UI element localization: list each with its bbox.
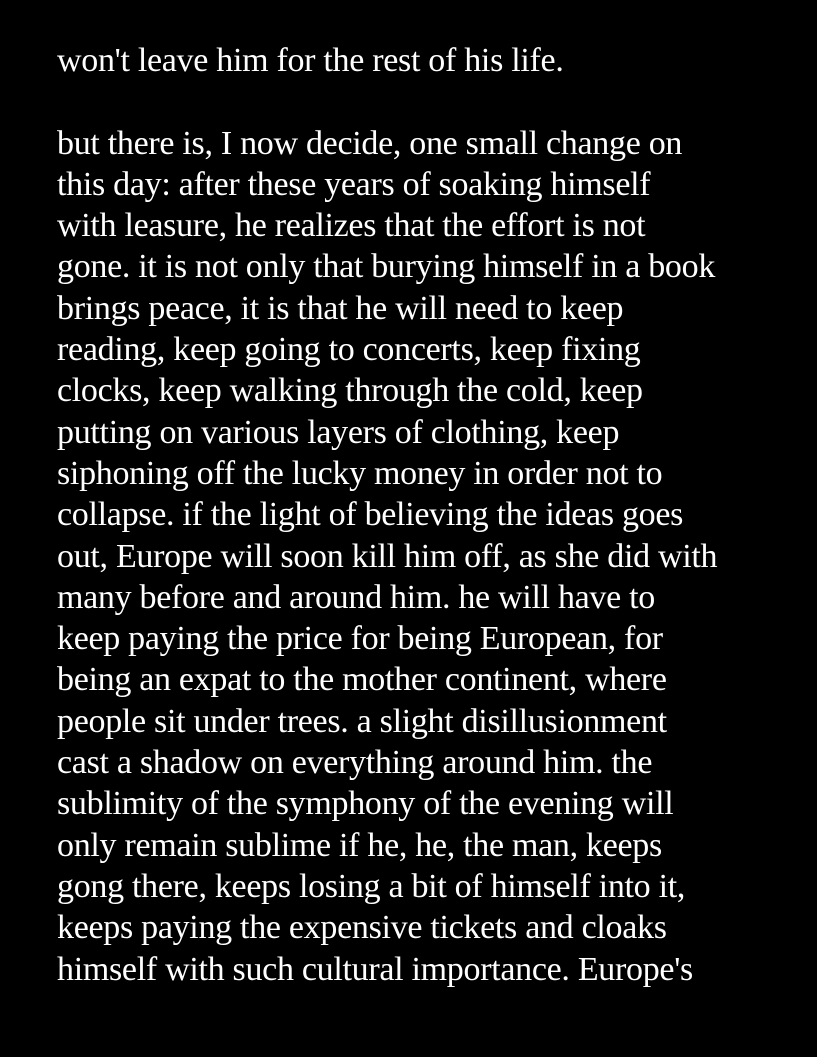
- text-line: keep paying the price for being European, for: [57, 620, 663, 658]
- text-line: with leasure, he realizes that the effort is not: [57, 207, 646, 245]
- text-line: being an expat to the mother continent, where: [57, 661, 667, 699]
- text-page: [57, 40, 797, 990]
- text-line: reading, keep going to concerts, keep fixing: [57, 331, 641, 369]
- text-line: won't leave him for the rest of his life.: [57, 42, 564, 79]
- text-line: himself with such cultural importance. Europe's: [57, 950, 693, 988]
- text-line: clocks, keep walking through the cold, keep: [57, 372, 643, 410]
- text-line: keeps paying the expensive tickets and cloaks: [57, 909, 667, 947]
- text-line: sublimity of the symphony of the evening will: [57, 785, 674, 823]
- text-line: many before and around him. he will have to: [57, 578, 655, 616]
- text-line: brings peace, it is that he will need to keep: [57, 289, 624, 327]
- paragraph-1: [57, 40, 797, 81]
- paragraph-break: [57, 81, 797, 122]
- text-line: only remain sublime if he, he, the man, keeps: [57, 826, 662, 864]
- text-line: but there is, I now decide, one small change on: [57, 124, 683, 162]
- text-line: putting on various layers of clothing, keep: [57, 413, 620, 451]
- paragraph-2: [57, 123, 797, 990]
- text-line: gone. it is not only that burying himself in a book: [57, 248, 716, 286]
- text-line: people sit under trees. a slight disillusionment: [57, 702, 667, 740]
- text-line: out, Europe will soon kill him off, as she did with: [57, 537, 718, 575]
- text-line: gong there, keeps losing a bit of himself into it,: [57, 867, 686, 905]
- text-line: collapse. if the light of believing the ideas goes: [57, 496, 684, 534]
- text-line: siphoning off the lucky money in order not to: [57, 454, 663, 492]
- text-line: cast a shadow on everything around him. the: [57, 744, 653, 782]
- text-line: this day: after these years of soaking himself: [57, 165, 651, 203]
